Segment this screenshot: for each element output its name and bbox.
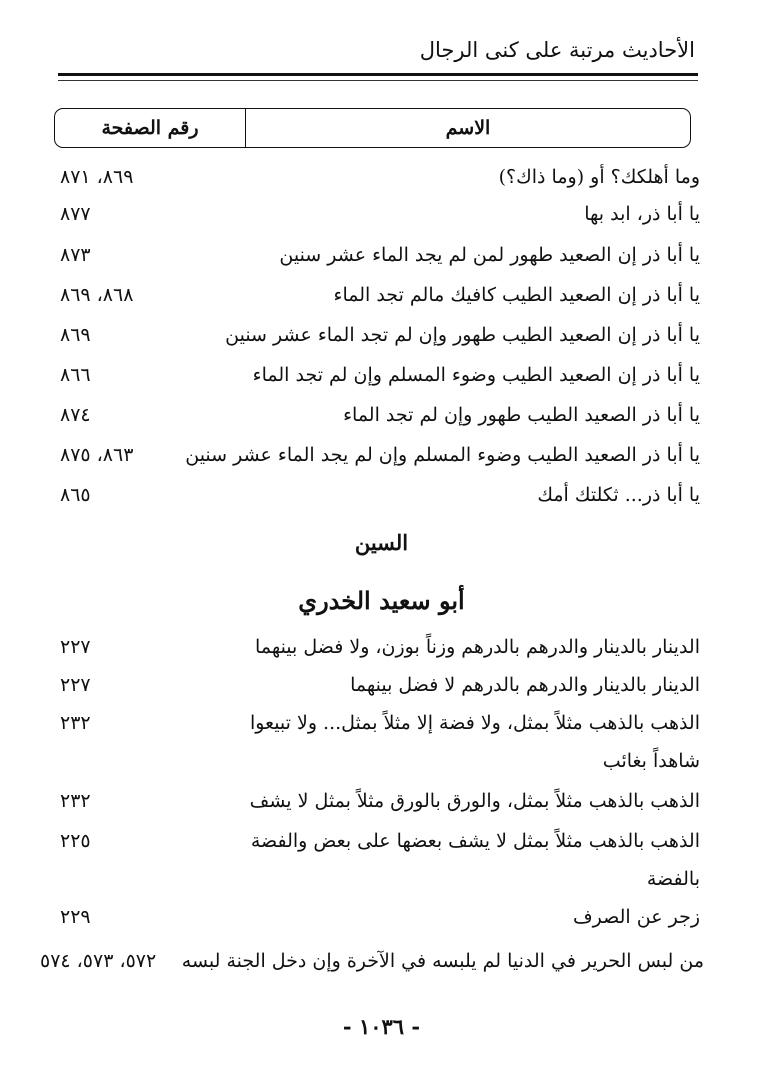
table-header — [54, 108, 691, 148]
list-item-continuation — [60, 744, 700, 778]
hadith-text: يا أبا ذر، ابد بها — [584, 203, 700, 225]
running-head: الأحاديث مرتبة على كنى الرجال — [419, 38, 695, 62]
hadith-text: زجر عن الصرف — [572, 906, 700, 928]
list-item — [60, 160, 700, 194]
companion-heading: أبو سعيد الخدري — [298, 586, 465, 615]
page-number: - ١٠٣٦ - — [342, 1014, 421, 1039]
page-ref: ٢٣٢ — [60, 790, 91, 812]
hadith-text: يا أبا ذر إن الصعيد الطيب طهور وإن لم تجد الماء عشر سنين — [225, 324, 700, 346]
list-item-continuation — [60, 862, 700, 896]
hadith-text: الدينار بالدينار والدرهم بالدرهم لا فضل بينهما — [350, 674, 700, 696]
list-item — [60, 668, 700, 702]
list-item — [60, 318, 700, 352]
hadith-text: من لبس الحرير في الدنيا لم يلبسه في الآخرة وإن دخل الجنة لبسه — [181, 950, 704, 972]
page-ref: ٨٦٨، ٨٦٩ — [60, 284, 134, 306]
hadith-text: يا أبا ذر إن الصعيد طهور لمن لم يجد الماء عشر سنين — [279, 244, 700, 266]
hadith-text: يا أبا ذر الصعيد الطيب طهور وإن لم تجد الماء — [343, 404, 700, 426]
page-ref: ٨٦٣، ٨٧٥ — [60, 444, 134, 466]
header-rule-thin — [58, 80, 698, 81]
hadith-text: الذهب بالذهب مثلاً بمثل، ولا فضة إلا مثلاً بمثل... ولا تبيعوا — [249, 712, 700, 734]
list-item — [60, 278, 700, 312]
hadith-text: يا أبا ذر... ثكلتك أمك — [537, 484, 700, 506]
page-ref: ٢٢٥ — [60, 830, 91, 852]
hadith-text: يا أبا ذر إن الصعيد الطيب كافيك مالم تجد الماء — [333, 284, 700, 306]
hadith-text: بالفضة — [646, 868, 700, 890]
page-ref: ٢٢٧ — [60, 674, 91, 696]
hadith-text: الدينار بالدينار والدرهم بالدرهم وزناً بوزن، ولا فضل بينهما — [255, 636, 700, 658]
list-item — [60, 784, 700, 818]
list-item — [60, 478, 700, 512]
list-item — [40, 944, 704, 978]
hadith-text: الذهب بالذهب مثلاً بمثل لا يشف بعضها على بعض والفضة — [250, 830, 700, 852]
list-item — [60, 238, 700, 272]
page-ref: ٢٢٧ — [60, 636, 91, 658]
page-ref: ٢٢٩ — [60, 906, 91, 928]
list-item — [60, 630, 700, 664]
list-item — [60, 197, 700, 231]
list-item — [60, 398, 700, 432]
hadith-text: شاهداً بغائب — [602, 750, 700, 772]
page-ref: ٨٦٦ — [60, 364, 91, 386]
hadith-text: يا أبا ذر الصعيد الطيب وضوء المسلم وإن لم يجد الماء عشر سنين — [185, 444, 700, 466]
name-column-header: الاسم — [445, 117, 491, 139]
page-ref: ٨٦٥ — [60, 484, 91, 506]
page-column-header: رقم الصفحة — [55, 109, 246, 147]
hadith-text: يا أبا ذر إن الصعيد الطيب وضوء المسلم وإن لم تجد الماء — [252, 364, 700, 386]
hadith-text: وما أهلكك؟ أو (وما ذاك؟) — [498, 166, 700, 188]
page-ref: ٨٧٧ — [60, 203, 91, 225]
list-item — [60, 824, 700, 858]
page-ref: ٢٣٢ — [60, 712, 91, 734]
page-ref: ٨٧٤ — [60, 404, 91, 426]
list-item — [60, 438, 700, 472]
page-ref: ٥٧٢، ٥٧٣، ٥٧٤ — [40, 950, 157, 972]
list-item — [60, 706, 700, 740]
letter-heading: السين — [354, 530, 409, 555]
header-rule — [58, 73, 698, 76]
page-ref: ٨٦٩ — [60, 324, 91, 346]
list-item — [60, 900, 700, 934]
hadith-text: الذهب بالذهب مثلاً بمثل، والورق بالورق مثلاً بمثل لا يشف — [249, 790, 700, 812]
list-item — [60, 358, 700, 392]
page-ref: ٨٧٣ — [60, 244, 91, 266]
page-ref: ٨٦٩، ٨٧١ — [60, 166, 134, 188]
